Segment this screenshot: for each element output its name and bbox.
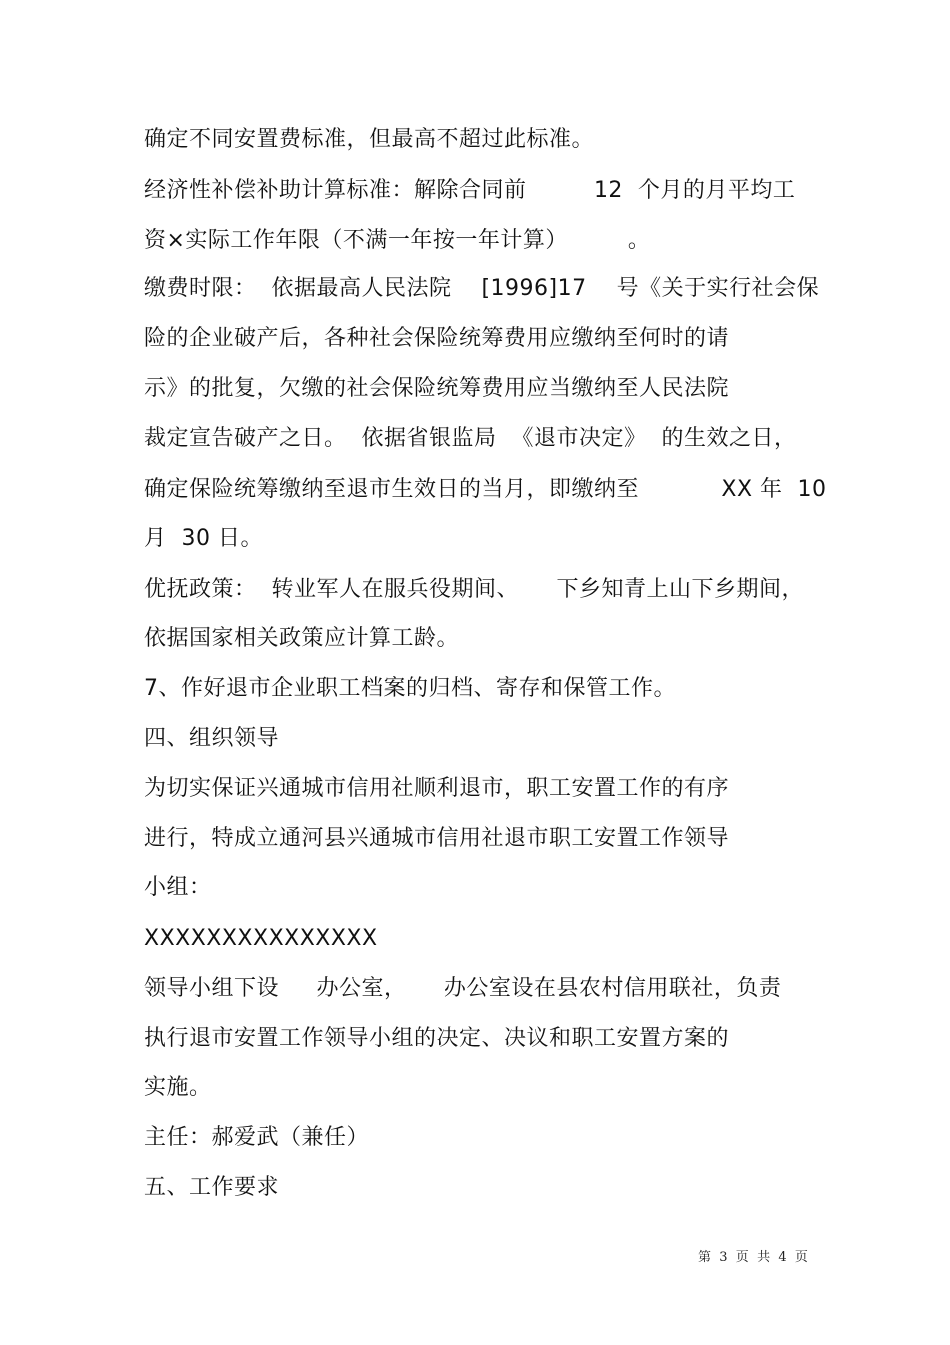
body-text-line: 资×实际工作年限（不满一年按一年计算） 。 xyxy=(144,228,651,253)
body-text-line: XXXXXXXXXXXXXXX xyxy=(144,926,378,951)
body-text-line: 为切实保证兴通城市信用社顺利退市，职工安置工作的有序 xyxy=(144,776,730,801)
body-text-line: 执行退市安置工作领导小组的决定、决议和职工安置方案的 xyxy=(144,1026,730,1051)
body-text-line: 缴费时限： 依据最高人民法院 [1996]17 号《关于实行社会保 xyxy=(144,276,820,301)
body-text-line: 依据国家相关政策应计算工龄。 xyxy=(144,626,460,651)
body-text-line: 小组： xyxy=(144,875,212,900)
page-number-footer: 第 3 页 共 4 页 xyxy=(698,1250,808,1265)
body-text-line: 经济性补偿补助计算标准：解除合同前 12 个月的月平均工 xyxy=(144,178,796,203)
body-text-line: 确定不同安置费标准，但最高不超过此标准。 xyxy=(144,127,595,152)
body-text-line: 主任：郝爱武（兼任） xyxy=(144,1125,370,1150)
section-heading: 五、工作要求 xyxy=(144,1175,280,1200)
body-text-line: 裁定宣告破产之日。 依据省银监局 《退市决定》 的生效之日， xyxy=(144,426,797,451)
body-text-line: 月 30 日。 xyxy=(144,526,263,551)
body-text-line: 领导小组下设 办公室， 办公室设在县农村信用联社，负责 xyxy=(144,976,782,1001)
section-heading: 四、组织领导 xyxy=(144,726,280,751)
body-text-line: 险的企业破产后，各种社会保险统筹费用应缴纳至何时的请 xyxy=(144,326,730,351)
body-text-line: 实施。 xyxy=(144,1075,212,1100)
body-text-line: 示》的批复，欠缴的社会保险统筹费用应当缴纳至人民法院 xyxy=(144,376,730,401)
body-text-line: 确定保险统筹缴纳至退市生效日的当月，即缴纳至 XX 年 10 xyxy=(144,477,827,502)
body-text-line: 7、作好退市企业职工档案的归档、寄存和保管工作。 xyxy=(144,676,676,701)
body-text-line: 优抚政策： 转业军人在服兵役期间、 下乡知青上山下乡期间， xyxy=(144,577,804,602)
body-text-line: 进行，特成立通河县兴通城市信用社退市职工安置工作领导 xyxy=(144,826,730,851)
